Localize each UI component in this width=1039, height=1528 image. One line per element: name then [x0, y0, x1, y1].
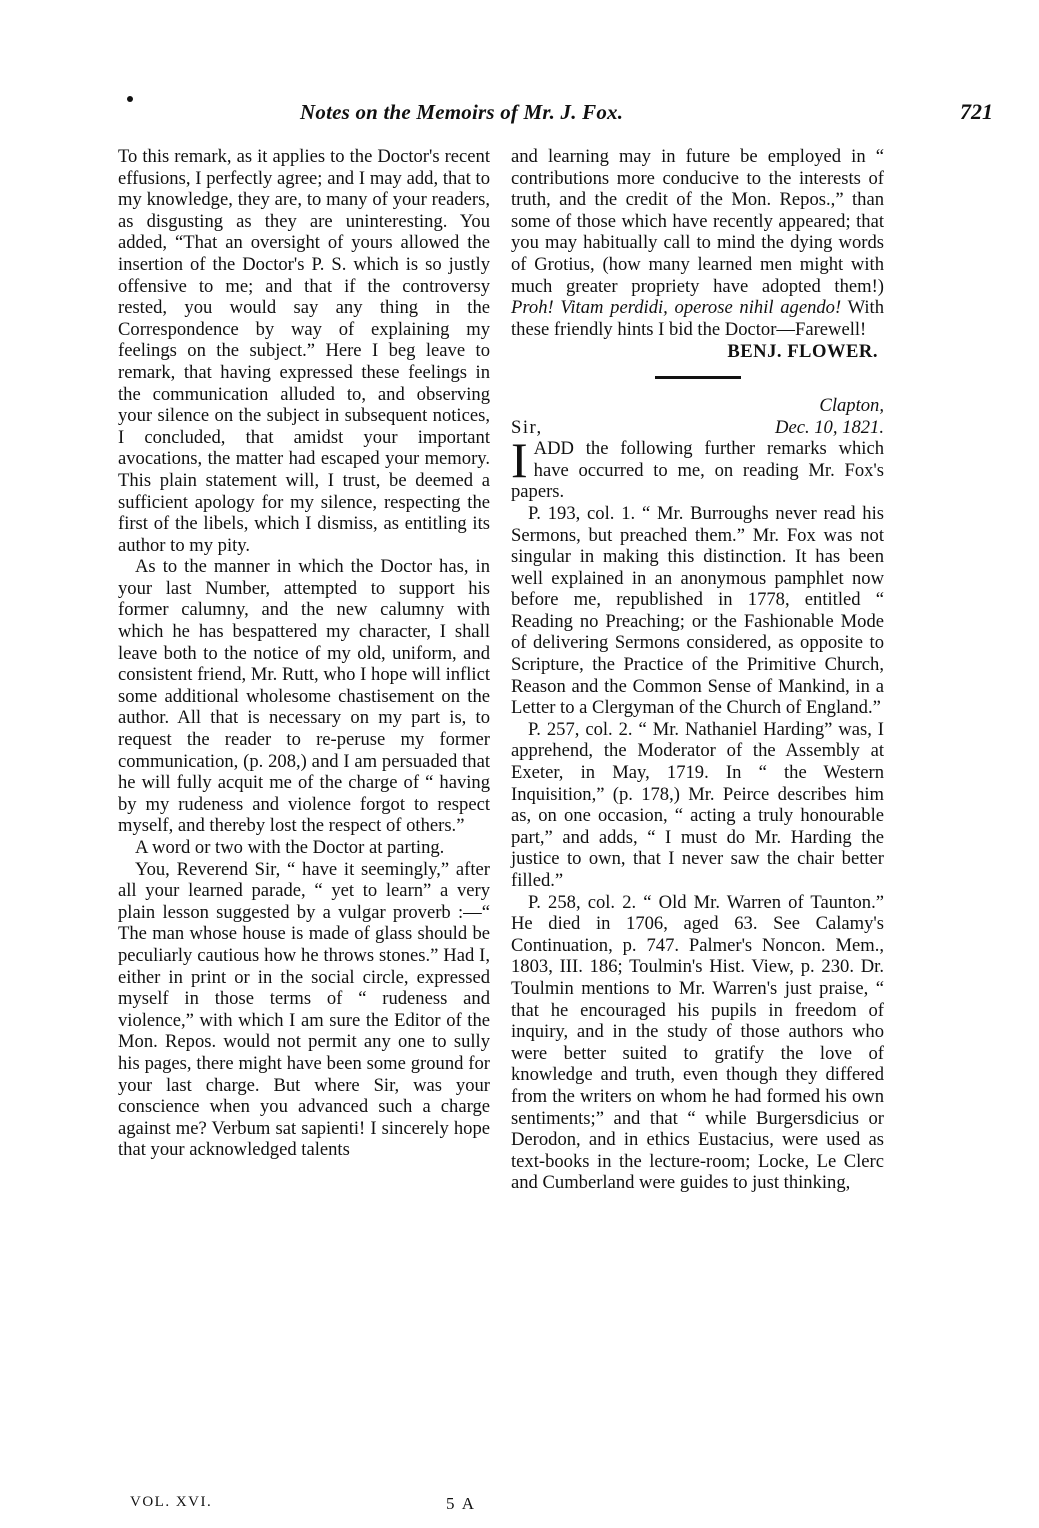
opening-paragraph: [511, 432, 884, 503]
section-rule: [655, 376, 741, 379]
left-paragraph: To this remark, as it applies to the Doctor's recent effusions, I perfectly agree; and I may add, that to my knowledge, they are, to many of your readers, as disgusting as they are uninteresting. You added, “That an oversight of yours allowed the insertion of the Doctor's P. S. which is so justly offensive to me; and that if the controversy rested, you would say any thing in the Correspondence by way of explaining my feelings on the subject.” Here I beg leave to remark, that having expressed these feelings in the communication alluded to, and observing your silence on the subject in subsequent notices, I concluded, that amidst your important avocations, the matter had escaped your memory. This plain statement will, I trust, be deemed a sufficient apology for my silence, respecting the first of the libels, which I dismiss, as entitling its author to my pity.: [118, 146, 490, 556]
opening-text: ADD the following further remarks which have occurred to me, on reading Mr. Fox's papers.: [511, 438, 884, 503]
right-paragraph: P. 193, col. 1. “ Mr. Burroughs never read his Sermons, but preached them.” Mr. Fox was not singular in making this distinction. It has been well explained in an anonymous pamphlet now before me, republished in 1778, entitled “ Reading no Preaching; or the Fashionable Mode of delivering Sermons considered, as opposite to Scripture, the Practice of the Primitive Church, Reason and the Common Sense of Mankind, in a Letter to a Clergyman of the Church of England.”: [511, 502, 884, 719]
drop-cap: I: [511, 432, 528, 489]
margin-dot: [127, 96, 133, 102]
letter-signature: BENJ. FLOWER.: [727, 341, 878, 363]
footer-signature-mark: 5 A: [446, 1494, 477, 1513]
running-head: Notes on the Memoirs of Mr. J. Fox.: [300, 100, 624, 124]
latin-quote: Proh! Vitam perdidi, operose nihil agendo!: [511, 297, 842, 319]
farewell-text: With these friendly hints I bid the Doctor—Farewell!: [511, 297, 884, 340]
left-paragraph: You, Reverend Sir, “ have it seemingly,” after all your learned parade, “ yet to learn” a very plain lesson suggested by a vulgar proverb :—“ The man whose house is made of glass should be peculiarly cautious how he throws stones.” Had I, either in print or in the social circle, expressed myself in those terms of “ rudeness and violence,” with which I am sure the Editor of the Mon. Repos. would not permit any one to sully his pages, there might have been some ground for your last charge. But where Sir, was your conscience when you advanced such a charge against me? Verbum sat sapienti! I sincerely hope that your acknowledged talents: [118, 858, 490, 1161]
continuation-text: and learning may in future be employed in “ contributions more conducive to the interests of truth, and the credit of the Mon. Repos.,” than some of those which have recently appeared; that you may habitually call to mind the dying words of Grotius, (how many learned men might with much greater propriety have adopted them!): [511, 146, 884, 297]
letter-dateline: [511, 417, 884, 439]
right-column: [511, 146, 884, 1194]
salutation: Sir,: [511, 416, 543, 438]
right-paragraph: P. 257, col. 2. “ Mr. Nathaniel Harding” was, I apprehend, the Moderator of the Assembly at Exeter, in May, 1719. In “ the Western Inquisition,” (p. 178,) Mr. Peirce describes him as, on one occasion, “ acting a truly honourable part,” and adds, “ I must do Mr. Harding the justice to own, that I never saw the chair better filled.”: [511, 718, 884, 891]
page-number: 721: [960, 99, 993, 124]
footer-volume: VOL. XVI.: [130, 1494, 213, 1510]
continuation-paragraph: [511, 146, 884, 340]
left-paragraph: A word or two with the Doctor at parting.: [135, 837, 445, 858]
left-paragraph: As to the manner in which the Doctor has, in your last Number, attempted to support his former calumny, and the new calumny with which he has bespattered my character, I shall leave both to the notice of my old, uniform, and consistent friend, Mr. Rutt, who I hope will inflict some additional wholesome chastisement on the author. All that is necessary on my part is, to request the reader to re-peruse my former communication, (p. 208,) and I am persuaded that he will fully acquit me of the charge of “ having by my rudeness and violence forgot to respect myself, and thereby lost the respect of others.”: [118, 556, 490, 837]
letter-place: Clapton,: [819, 394, 884, 416]
left-column: [118, 146, 490, 1161]
letter-date: Dec. 10, 1821.: [775, 416, 884, 438]
right-paragraph: P. 258, col. 2. “ Old Mr. Warren of Taunton.” He died in 1706, aged 63. See Calamy's Continuation, p. 747. Palmer's Noncon. Mem., 1803, III. 186; Toulmin's Hist. View, p. 230. Dr. Toulmin mentions to Mr. Warren's just praise, “ that he encouraged his pupils in freedom of inquiry, and in the study of those authors who were better suited to gratify the love of knowledge and truth, even though they differed from the writers on whom he had formed his own sentiments;” and that “ while Burgersdicius or Derodon, and in ethics Eustacius, were used as text-books in the lecture-room; Locke, Le Clerc and Cumberland were guides to just thinking,: [511, 891, 884, 1194]
